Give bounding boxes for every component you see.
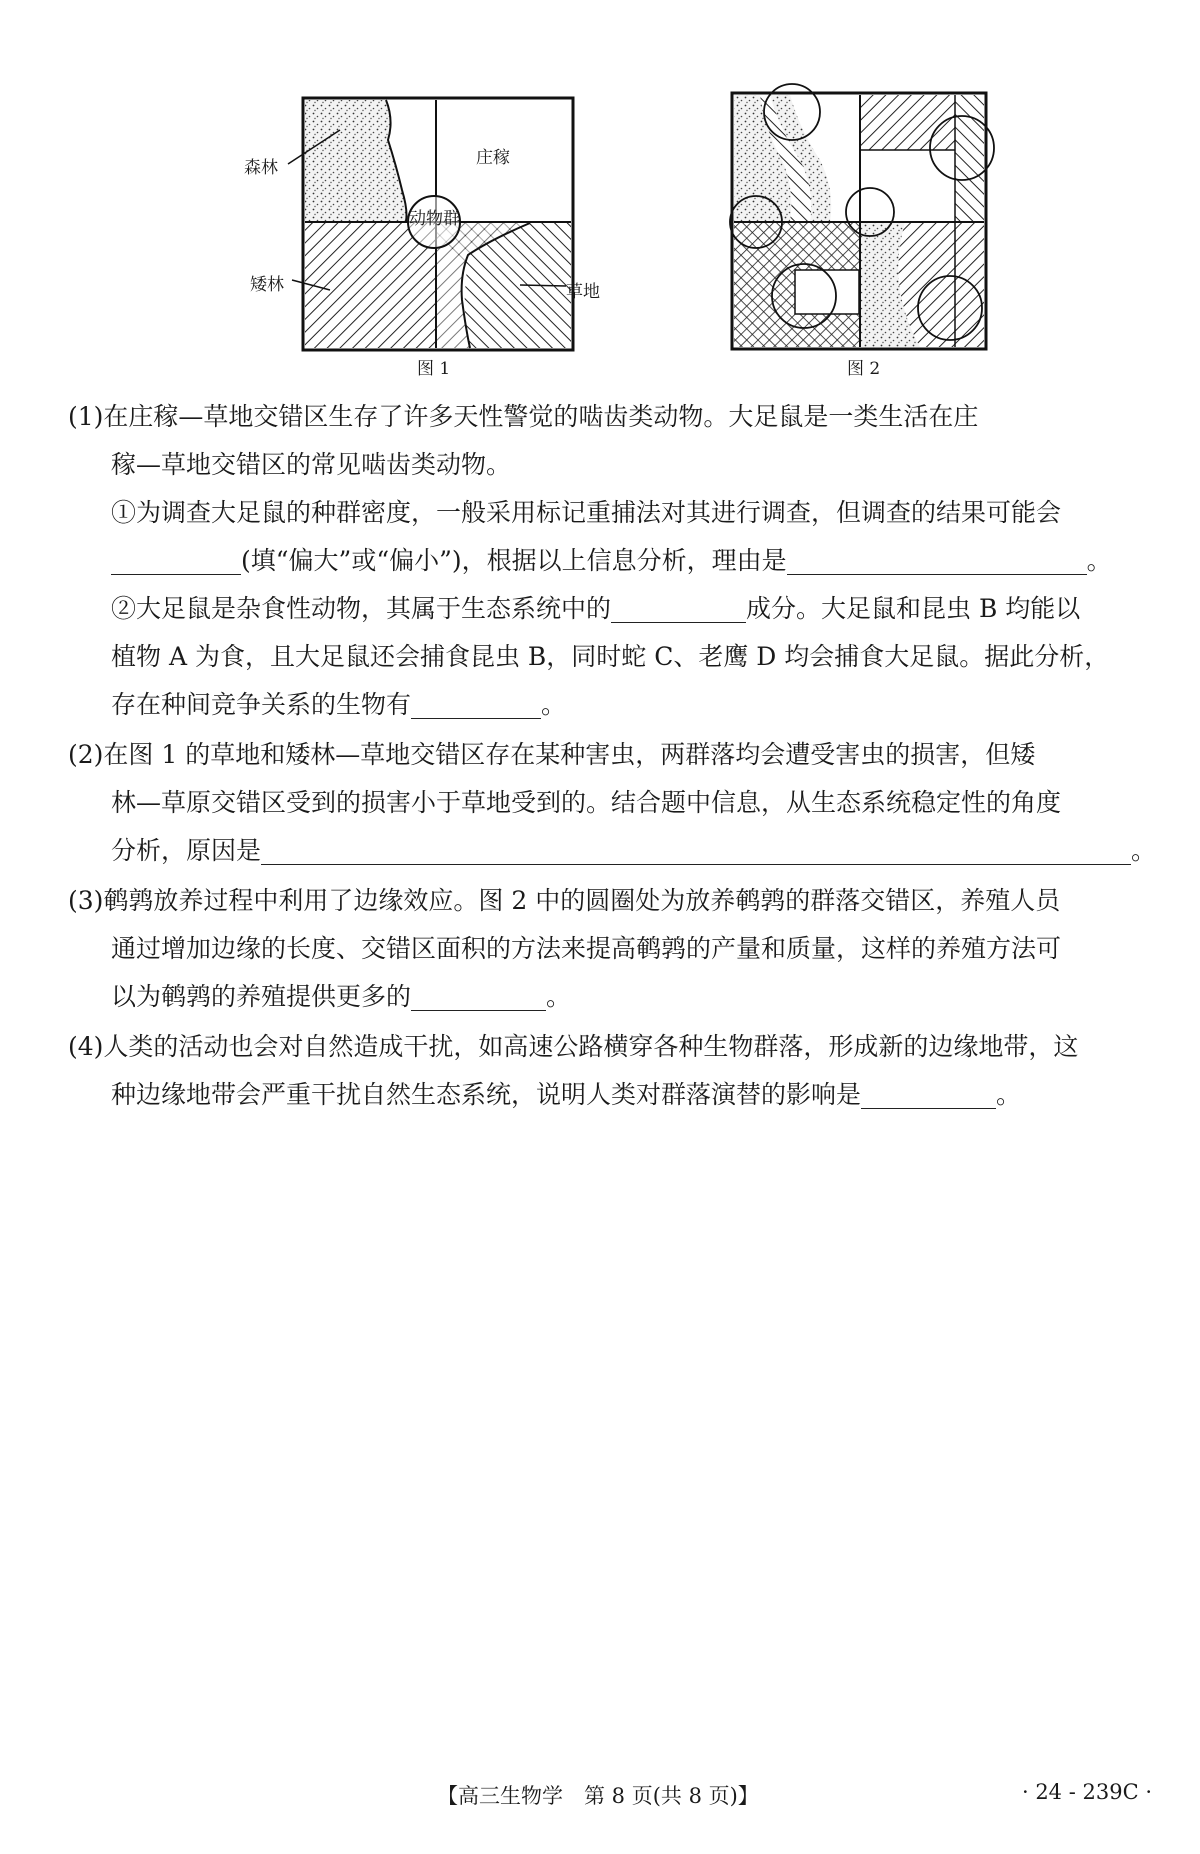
q3-line-2: 通过增加边缘的长度、交错区面积的方法来提高鹌鹑的产量和质量，这样的养殖方法可 xyxy=(111,934,1062,963)
question-2 xyxy=(68,731,1158,875)
label-crops: 庄稼 xyxy=(476,148,510,168)
q2-end: 。 xyxy=(1131,836,1157,865)
figure-2-caption: 图 2 xyxy=(847,359,881,379)
q2-line-2: 林—草原交错区受到的损害小于草地受到的。结合题中信息，从生态系统稳定性的角度 xyxy=(111,788,1062,817)
q4-line-1: (4)人类的活动也会对自然造成干扰，如高速公路横穿各种生物群落，形成新的边缘地带，这 xyxy=(68,1032,1079,1061)
answer-blank-4[interactable] xyxy=(411,688,541,719)
q1-sub1-line-1: ①为调查大足鼠的种群密度，一般采用标记重捕法对其进行调查，但调查的结果可能会 xyxy=(111,498,1062,527)
question-4 xyxy=(68,1023,1158,1119)
questions xyxy=(68,393,1158,1121)
answer-blank-7[interactable] xyxy=(861,1078,996,1109)
q3-line-3 xyxy=(68,973,1158,1021)
question-1 xyxy=(68,393,1158,729)
q2-text: 分析，原因是 xyxy=(111,836,262,865)
footer-page-info: 【高三生物学 第 8 页(共 8 页)】 xyxy=(437,1784,759,1808)
label-shrub: 矮林 xyxy=(250,275,284,295)
q1-sub2-line-1 xyxy=(68,585,1158,633)
q2-line-1: (2)在图 1 的草地和矮林—草地交错区存在某种害虫，两群落均会遭受害虫的损害，但矮 xyxy=(68,740,1036,769)
figure-drawings xyxy=(0,0,1200,380)
q1-sub2-end: 。 xyxy=(541,690,567,719)
q4-text: 种边缘地带会严重干扰自然生态系统，说明人类对群落演替的影响是 xyxy=(111,1080,862,1109)
q1-line-1: (1)在庄稼—草地交错区生存了许多天性警觉的啮齿类动物。大足鼠是一类生活在庄 xyxy=(68,402,979,431)
q1-sub1-line-2 xyxy=(68,537,1158,585)
answer-blank-5[interactable] xyxy=(261,834,1131,865)
figure-2 xyxy=(730,84,994,349)
q1-sub2-line-2: 植物 A 为食，且大足鼠还会捕食昆虫 B，同时蛇 C、老鹰 D 均会捕食大足鼠。据此分析， xyxy=(111,642,1110,671)
q1-sub2-text-a: ②大足鼠是杂食性动物，其属于生态系统中的 xyxy=(111,594,612,623)
figures-area xyxy=(0,0,1200,380)
q3-line-1: (3)鹌鹑放养过程中利用了边缘效应。图 2 中的圆圈处为放养鹌鹑的群落交错区，养殖人员 xyxy=(68,886,1061,915)
answer-blank-6[interactable] xyxy=(411,980,546,1011)
question-3 xyxy=(68,877,1158,1021)
answer-blank-3[interactable] xyxy=(611,592,746,623)
figure-1-caption: 图 1 xyxy=(417,359,451,379)
q1-sub1-end: 。 xyxy=(1086,546,1112,575)
footer-exam-code: · 24 - 239C · xyxy=(1021,1780,1152,1804)
label-forest: 森林 xyxy=(244,158,278,178)
q3-end: 。 xyxy=(546,982,572,1011)
label-animals: 动物群 xyxy=(409,209,460,229)
q1-sub2-line-3 xyxy=(68,681,1158,729)
q1-sub2-text-b: 成分。大足鼠和昆虫 B 均能以 xyxy=(746,594,1081,623)
label-grass: 草地 xyxy=(566,282,600,302)
q1-sub2-text-c: 存在种间竞争关系的生物有 xyxy=(111,690,412,719)
answer-blank-2[interactable] xyxy=(787,544,1087,575)
q4-end: 。 xyxy=(996,1080,1022,1109)
q1-line-2: 稼—草地交错区的常见啮齿类动物。 xyxy=(111,450,512,479)
q4-line-2 xyxy=(68,1071,1158,1119)
q3-text: 以为鹌鹑的养殖提供更多的 xyxy=(111,982,412,1011)
q2-line-3 xyxy=(68,827,1158,875)
q1-sub1-text: (填“偏大”或“偏小”)，根据以上信息分析，理由是 xyxy=(241,546,787,575)
answer-blank-1[interactable] xyxy=(111,544,241,575)
